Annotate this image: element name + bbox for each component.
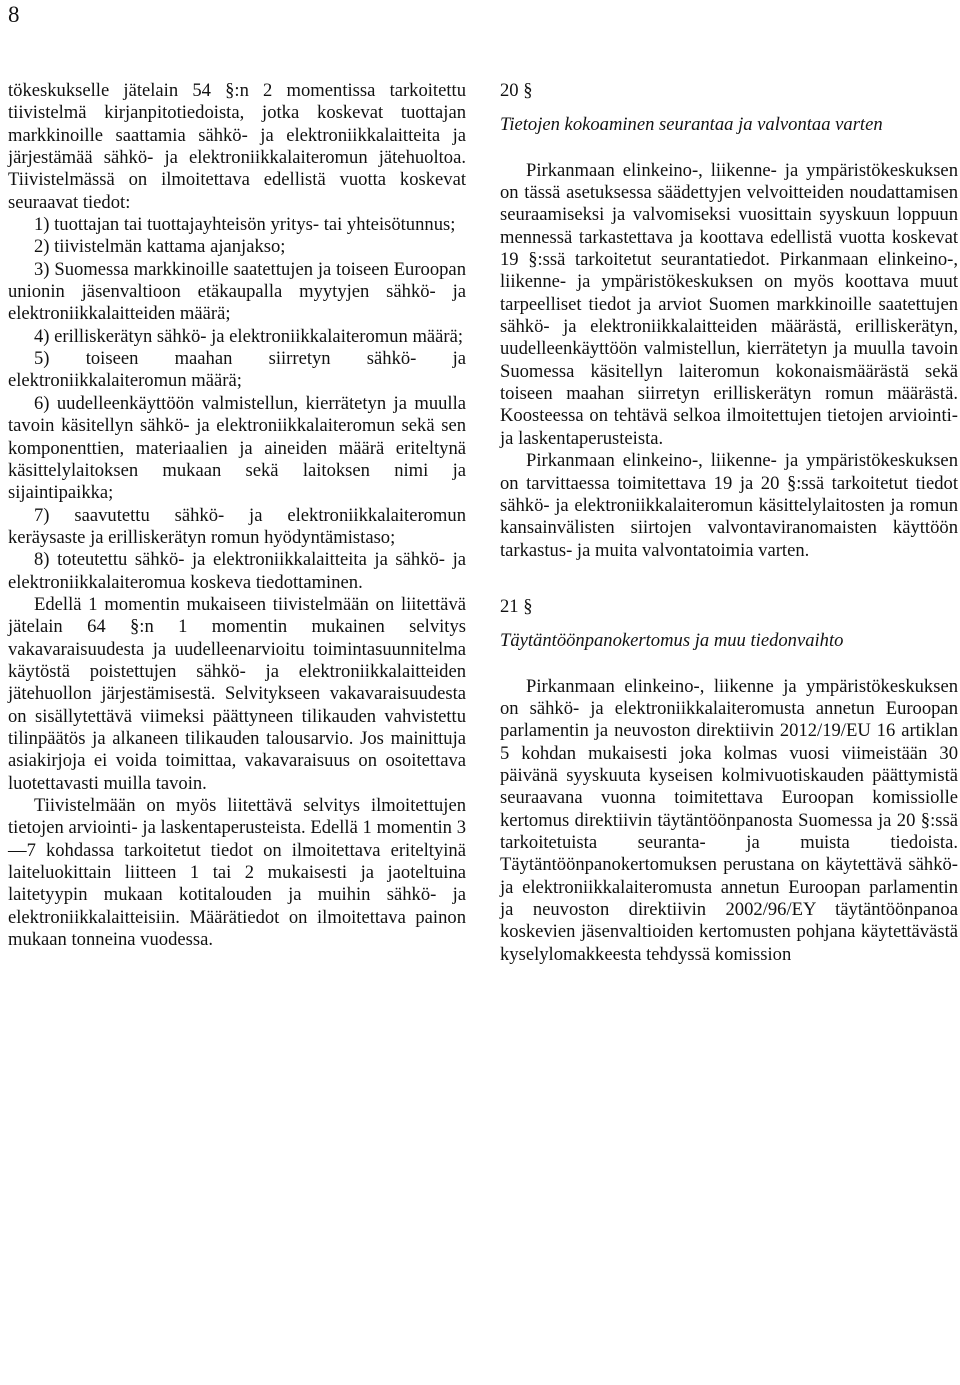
- section-21: [500, 596, 958, 966]
- paragraph-intro: tökeskukselle jätelain 54 §:n 2 momentissa tarkoitettu tiivistelmä kirjanpitotiedoista, jotka koskevat tuottajan markkinoille saattamia sähkö- ja elektroniikkalaitteita ja järjestämää sähkö- ja elektroniikkalaiteromun jätehuoltoa. Tiivistelmässä on ilmoitettava edellistä vuotta koskevat seuraavat tiedot:: [8, 80, 466, 213]
- section-number: 21 §: [500, 595, 533, 617]
- list-item-3: 3) Suomessa markkinoille saatettujen ja toiseen Euroopan unionin jäsenvaltioon etäkaupalla myytyjen sähkö- ja elektroniikkalaitteiden määrä;: [8, 258, 466, 325]
- list-item-2: 2) tiivistelmän kattama ajanjakso;: [34, 236, 286, 258]
- list-item-6: 6) uudelleenkäyttöön valmistellun, kierrätetyn ja muulla tavoin käsitellyn sähkö- ja elektroniikkalaiteromun sekä sen komponenttien, materiaalien ja aineiden määrä eriteltynä käsittelylaitoksen mukaan sekä laitoksen nimi ja sijaintipaikka;: [8, 392, 466, 504]
- list-item-4: 4) erilliskerätyn sähkö- ja elektroniikkalaiteromun määrä;: [34, 325, 464, 347]
- page-number: 8: [8, 2, 20, 27]
- section-number: 20 §: [500, 80, 533, 101]
- section-20: [500, 80, 958, 562]
- right-column: [500, 80, 958, 966]
- list-item-7: 7) saavutettu sähkö- ja elektroniikkalaiteromun keräysaste ja erilliskerätyn romun hyödyntämistaso;: [8, 504, 466, 548]
- left-column: [8, 80, 466, 951]
- paragraph-solvency: Edellä 1 momentin mukaiseen tiivistelmään on liitettävä jätelain 64 §:n 1 momentin mukainen selvitys vakavaraisuudesta ja uudelleenarvioitu toimintasuunnitelma käytöstä poistettujen sähkö- ja elektroniikkalaitteiden jätehuollon järjestämisestä. Selvitykseen vakavaraisuudesta on sisällytettävä viimeksi päättyneen tilikauden vahvistettu tilinpäätös ja alkaneen tilikauden talousarvio. Jos mainittuja asiakirjoja ei voida toimittaa, vakavaraisuus on osoitettava luotettavasti muilla tavoin.: [8, 593, 466, 794]
- section-21-paragraph-1: Pirkanmaan elinkeino-, liikenne ja ympäristökeskuksen on sähkö- ja elektroniikkalaiteromusta annetun Euroopan parlamentin ja neuvoston direktiivin 2012/19/EU 16 artiklan 5 kohdan mukaisesti joka kolmas vuosi viimeistään 30 päivänä syyskuuta kyseisen kolmivuotiskauden päättymistä seuraavana vuonna toimitettava Euroopan komissiolle kertomus direktiivin täytäntöönpanosta Suomessa ja 20 §:ssä tarkoitetuista seuranta- ja muista tiedoista. Täytäntöönpanokertomuksen perustana on käytettävä sähkö- ja elektroniikkalaiteromusta annetun Euroopan parlamentin ja neuvoston direktiivin 2002/96/EY täytäntöönpanoa koskevien jäsenvaltioiden kertomusten pohjana käytettävästä kyselylomakkeesta tehdyssä komission: [500, 675, 958, 965]
- list-item-5: 5) toiseen maahan siirretyn sähkö- ja elektroniikkalaiteromun määrä;: [8, 348, 466, 392]
- section-title: Tietojen kokoaminen seurantaa ja valvontaa varten: [500, 114, 883, 136]
- section-20-paragraph-1: Pirkanmaan elinkeino-, liikenne- ja ympäristökeskuksen on tässä asetuksessa säädettyjen velvoitteiden noudattamisen seuraamiseksi ja valvomiseksi vuosittain syyskuun loppuun mennessä tarkastettava ja koottava edellistä vuotta koskevat 19 §:ssä tarkoitetut seurantatiedot. Pirkanmaan elinkeino-, liikenne- ja ympäristökeskuksen on myös koottava muut tarpeelliset tiedot ja arviot Suomen markkinoille saatettujen sähkö- ja elektroniikkalaitteiden määrästä, erilliskerätyn, uudelleenkäyttöön valmistellun, kierrätetyn ja muulla tavoin Suomessa käsitellyn laiteromun kokonaismäärästä sekä toiseen maahan siirretyn erilliskerätyn romun määrästä. Koosteessa on tehtävä selkoa ilmoitettujen tietojen arviointi- ja laskentaperusteista.: [500, 159, 958, 449]
- section-20-paragraph-2: Pirkanmaan elinkeino-, liikenne- ja ympäristökeskuksen on tarvittaessa toimitettava 19 ja 20 §:ssä tarkoitetut tiedot sähkö- ja elektroniikkalaiteromun käsittelylaitosten ja romun kansainvälisten siirtojen valvontaviranomaisten käyttöön tarkastus- ja muita valvontatoimia varten.: [500, 450, 958, 561]
- list-item-1: 1) tuottajan tai tuottajayhteisön yritys- tai yhteisötunnus;: [34, 214, 456, 236]
- paragraph-attachments: Tiivistelmään on myös liitettävä selvitys ilmoitettujen tietojen arviointi- ja laskentaperusteista. Edellä 1 momentin 3 —7 kohdassa tarkoitetut tiedot on ilmoitettava eriteltyinä laiteluokittain liitteen 1 tai 2 mukaisesti ja jaoteltuina laitetyypin mukaan kotitalouden ja muihin sähkö- ja elektroniikkalaitteisiin. Määrätiedot on ilmoitettava painon mukaan tonneina vuodessa.: [8, 795, 466, 951]
- list-item-8: 8) toteutettu sähkö- ja elektroniikkalaitteita ja sähkö- ja elektroniikkalaiteromua koskeva tiedottaminen.: [8, 549, 466, 593]
- section-title: Täytäntöönpanokertomus ja muu tiedonvaihto: [500, 630, 844, 652]
